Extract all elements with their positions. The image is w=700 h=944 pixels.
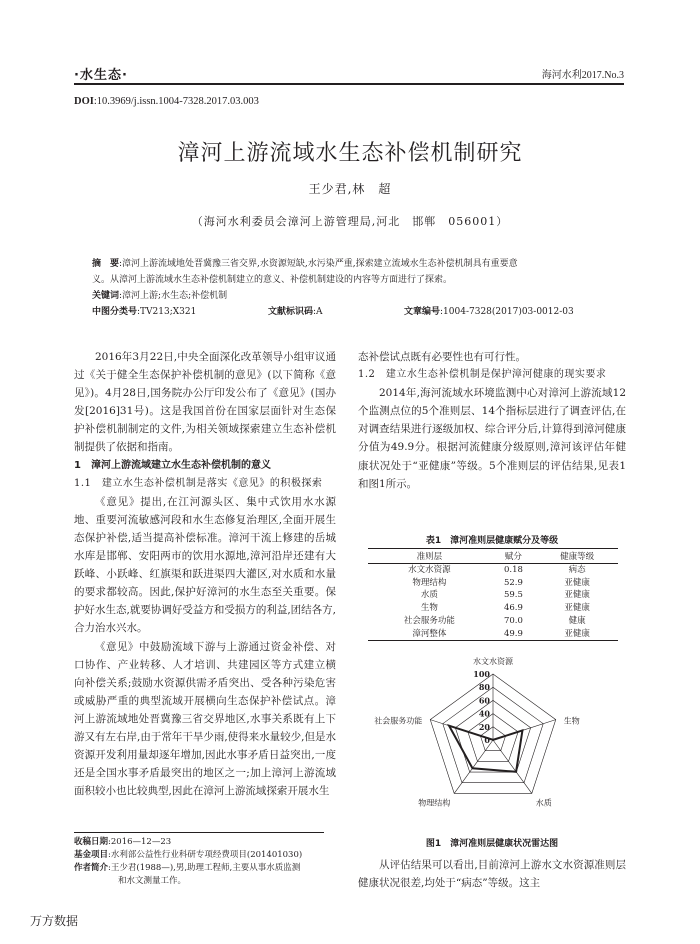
- affiliation: （海河水利委员会漳河上游管理局,河北 邯郸 056001）: [191, 215, 509, 228]
- table-cell: 物理结构: [412, 577, 447, 588]
- table-cell: 水文水资源: [408, 565, 451, 575]
- radar-tick-label: 80: [478, 682, 490, 693]
- table-cell: 52.9: [503, 577, 523, 588]
- health-score-table: [368, 548, 618, 641]
- doi-line: [74, 96, 259, 107]
- author-bio-1: :王少君(1988—),男,助理工程师,主要从事水质监测: [108, 863, 301, 873]
- doccode-value: :A: [313, 307, 323, 317]
- keywords: :漳河上游;水生态;补偿机制: [119, 291, 228, 301]
- table-header-row: [368, 549, 618, 564]
- classification-line: [92, 304, 612, 320]
- table-cell: 水质: [420, 590, 438, 601]
- table-row: [368, 564, 618, 577]
- table-cell: 59.5: [503, 590, 523, 601]
- intro-paragraph: 2016年3月22日,中央全面深化改革领导小组审议通过《关于健全生态保护补偿机制的意见》(以下简称《意见》)。4月28日,国务院办公厅印发公布了《意见》(国办发[2016]31号)。这是我国首份在国家层面针对生态保护补偿机制制定的文件,为相关领域探索建立生态补偿机制提供了依据和指南。: [74, 351, 336, 454]
- table-cell: 46.9: [503, 603, 523, 614]
- table-cell: 0.18: [503, 565, 523, 575]
- section-label: ·水生态·: [74, 68, 128, 83]
- received-label: 收稿日期: [74, 837, 109, 847]
- radar-tick-label: 20: [478, 721, 490, 732]
- table-cell: 亚健康: [536, 628, 618, 641]
- abstract-text-1: :漳河上游流域地处晋冀豫三省交界,水资源短缺,水污染严重,探索建立流域水生态补偿机制具有重要意: [119, 259, 518, 269]
- radar-tick-label: 60: [478, 695, 490, 706]
- table-cell: 70.0: [503, 615, 523, 626]
- right-column: [358, 348, 626, 493]
- section-1-1-heading: 1.1 建立水生态补偿机制是落实《意见》的积极探索: [74, 477, 323, 489]
- radar-axis-label: 物理结构: [418, 798, 451, 808]
- table-row: [368, 589, 618, 602]
- table-header: 准则层: [368, 549, 491, 564]
- paper-title: 漳河上游流域水生态补偿机制研究: [177, 141, 523, 166]
- table-cell: 健康: [568, 615, 586, 626]
- results-text: 从评估结果可以看出,目前漳河上游水文水资源准则层健康状况很差,均处于“病态”等级。这主: [358, 859, 626, 890]
- author-bio: [74, 862, 336, 875]
- artno-group: [404, 304, 574, 320]
- abstract-line: [92, 256, 612, 272]
- clc-label: 中图分类号: [92, 307, 138, 317]
- table-cell: 亚健康: [564, 603, 590, 614]
- artno-value: :1004-7328(2017)03-0012-03: [440, 307, 574, 317]
- table-cell: 生物: [420, 603, 438, 614]
- radar-spoke: [454, 740, 493, 793]
- abstract-text-2: 义。从漳河上游流域水生态补偿机制建立的意义、补偿机制建设的内容等方面进行了探索。: [92, 275, 453, 285]
- header-rule: [74, 83, 624, 85]
- doccode-label: 文献标识码: [268, 307, 314, 317]
- table-cell: 病态: [568, 565, 586, 575]
- received-value: :2016—12—23: [108, 837, 172, 847]
- radar-tick-label: 100: [473, 669, 490, 679]
- fund-line: [74, 849, 336, 862]
- radar-axis-label: 水文水资源: [473, 657, 513, 666]
- footnotes: [74, 836, 336, 888]
- table-row: [368, 615, 618, 628]
- clc-value: :TV213;X321: [137, 307, 197, 317]
- section-1-2-heading: 1.2 建立水生态补偿机制是保护漳河健康的现实要求: [358, 369, 607, 381]
- footnote-rule: [74, 832, 324, 833]
- table-row: [368, 628, 618, 641]
- figure-1-caption: 图1 漳河准则层健康状况雷达图: [425, 839, 559, 849]
- abstract-label: 摘 要: [92, 259, 120, 269]
- doi-value: :10.3969/j.issn.1004-7328.2017.03.003: [93, 96, 259, 107]
- keywords-line: [92, 288, 612, 304]
- artno-label: 文章编号: [404, 307, 441, 317]
- table-header: 赋分: [491, 549, 537, 564]
- fund-label: 基金项目: [74, 850, 109, 860]
- continuation-paragraph: 态补偿试点既有必要性也有可行性。: [358, 351, 526, 363]
- radar-tick-label: 40: [478, 708, 490, 719]
- clc-group: [92, 304, 196, 320]
- table-row: [368, 602, 618, 615]
- author-bio-label: 作者简介: [74, 863, 109, 873]
- table-row: [368, 577, 618, 590]
- doccode-group: [268, 304, 323, 320]
- table-cell: 社会服务功能: [403, 615, 455, 626]
- table-cell: 亚健康: [564, 590, 590, 601]
- radar-axis-label: 社会服务功能: [374, 716, 423, 726]
- paragraph-1-2: 2014年,海河流域水环境监测中心对漳河上游流域12个监测点位的5个准则层、14个指标层进行了调查评估,在对调查结果进行逐级加权、综合评分后,计算得到漳河健康分值为49.9分。根据河流健康分级原则,漳河该评估年健康状况处于“亚健康”等级。5个准则层的评估结果,见表1和图1所示。: [358, 387, 626, 490]
- table-cell: 漳河整体: [368, 628, 491, 641]
- table-header: 健康等级: [536, 549, 618, 564]
- fund-value: :水利部公益性行业科研专项经费项目(201401030): [108, 850, 303, 860]
- paragraph-1-1-a: 《意见》提出,在江河源头区、集中式饮用水水源地、重要河流敏感河段和水生态修复治理区,全面开展生态保护补偿,适当提高补偿标准。漳河干流上修建的岳城水库是邯郸、安阳两市的饮用水源地,漳河沿岸还建有大跃峰、小跃峰、红旗渠和跃进渠四大灌区,对水质和水量的要求都较高。因此,保护好漳河的水生态至关重要。保护好水生态,就要协调好受益方和受损方的利益,团结各方,合力治水兴水。: [74, 495, 337, 635]
- abstract-block: [92, 256, 612, 320]
- authors: 王少君,林 超: [308, 182, 392, 196]
- table-cell: 亚健康: [564, 577, 590, 588]
- left-column: [74, 348, 336, 800]
- radar-axis-label: 水质: [535, 798, 552, 808]
- doi-label: DOI: [74, 96, 94, 107]
- author-bio-2: 和水文测量工作。: [118, 876, 187, 886]
- table-1-title: 表1 漳河准则层健康赋分及等级: [425, 536, 559, 546]
- radar-chart: [360, 640, 626, 828]
- table-cell: 49.9: [491, 628, 537, 641]
- results-paragraph: [358, 856, 626, 892]
- radar-tick-label: 0: [484, 735, 490, 745]
- journal-issue: 海河水利2017.No.3: [541, 70, 624, 81]
- paragraph-1-1-b: 《意见》中鼓励流域下游与上游通过资金补偿、对口协作、产业转移、人才培训、共建园区等方式建立横向补偿关系;鼓励水资源供需矛盾突出、受各种污染危害或威胁严重的典型流域开展横向生态保护补偿试点。漳河上游流域地处晋冀豫三省交界地区,水事关系既有上下游又有左右岸,由于常年干旱少雨,使得来水量较少,但是水资源开发利用量却逐年增加,因此水事矛盾日益突出,一度还是全国水事矛盾最突出的地区之一;加上漳河上游流域面积较小也比较典型,因此在漳河上游流域探索开展水生: [74, 640, 337, 798]
- section-1-heading: 1 漳河上游流域建立水生态补偿机制的意义: [74, 459, 271, 471]
- radar-spoke: [493, 740, 532, 793]
- received-date: [74, 836, 336, 849]
- wanfang-watermark: 万方数据: [30, 914, 79, 928]
- radar-axis-label: 生物: [563, 716, 580, 726]
- keywords-label: 关键词: [92, 291, 120, 301]
- radar-spokes: [430, 674, 556, 793]
